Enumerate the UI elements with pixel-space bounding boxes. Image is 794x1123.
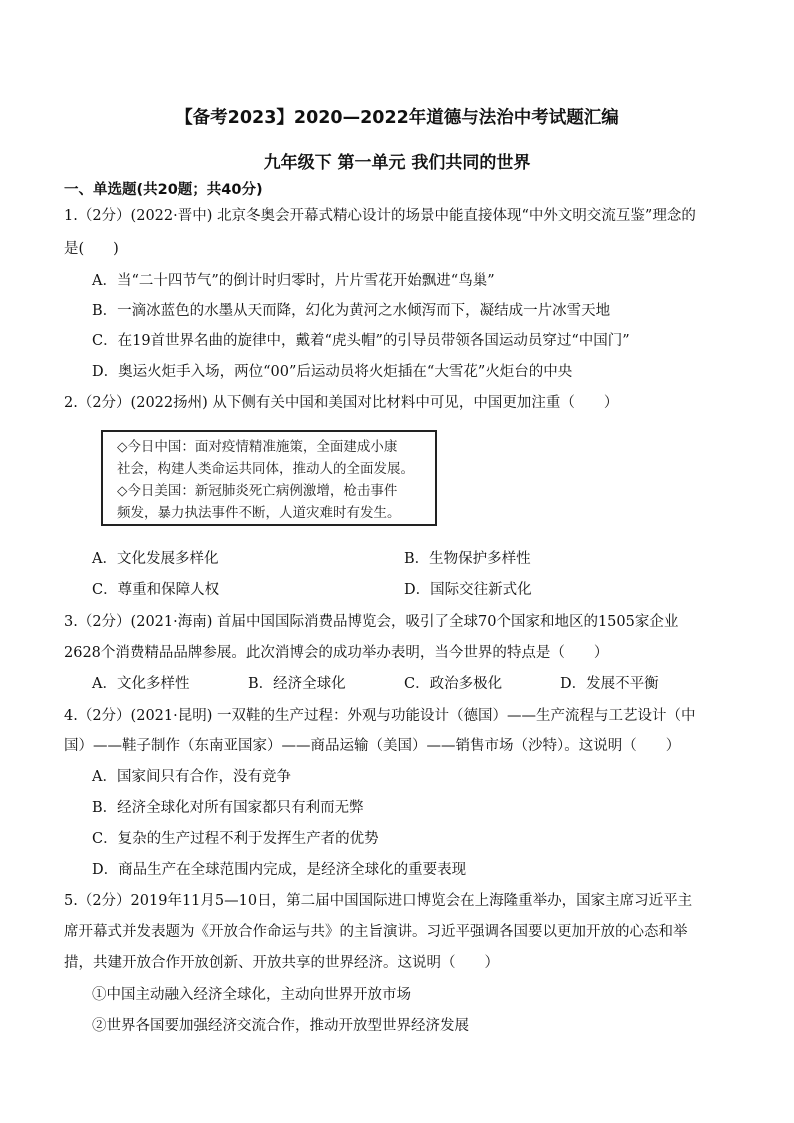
material-line-2: 社会，构建人类命运共同体，推动人的全面发展。 (117, 461, 414, 477)
question-2-option-c: C．尊重和保障人权 (92, 582, 220, 598)
question-1-stem-line-2: 是( ) (64, 241, 119, 257)
question-3-option-c: C．政治多极化 (404, 676, 503, 692)
question-5-stem-line-1: 5.（2分）2019年11月5—10日，第二届中国国际进口博览会在上海隆重举办，国家主席习近平主 (64, 893, 693, 909)
question-3-option-b: B．经济全球化 (248, 676, 346, 692)
document-title: 【备考2023】2020—2022年道德与法治中考试题汇编 (175, 108, 619, 128)
document-subtitle: 九年级下 第一单元 我们共同的世界 (263, 153, 531, 173)
question-4-option-d: D．商品生产在全球范围内完成，是经济全球化的重要表现 (92, 862, 467, 878)
material-line-4: 频发，暴力执法事件不断，人道灾难时有发生。 (117, 505, 401, 521)
question-1-option-c: C．在19首世界名曲的旋律中，戴着“虎头帽”的引导员带领各国运动员穿过“中国门” (92, 333, 630, 349)
question-2-stem-line-1: 2.（2分）(2022扬州) 从下侧有关中国和美国对比材料中可见，中国更加注重（ ） (64, 395, 619, 411)
question-5-option-1: ①中国主动融入经济全球化，主动向世界开放市场 (92, 987, 411, 1003)
question-4-option-a: A．国家间只有合作，没有竞争 (92, 769, 291, 785)
question-3-option-d: D．发展不平衡 (560, 676, 659, 692)
question-5-stem-line-3: 措，共建开放合作开放创新、开放共享的世界经济。这说明（ ） (64, 955, 499, 971)
question-1-option-d: D．奥运火炬手入场，两位“00”后运动员将火炬插在“大雪花”火炬台的中央 (92, 364, 573, 380)
question-1-option-b: B．一滴冰蓝色的水墨从天而降，幻化为黄河之水倾泻而下，凝结成一片冰雪天地 (92, 303, 611, 319)
question-1-option-a: A．当“二十四节气”的倒计时归零时，片片雪花开始飘进“鸟巢” (92, 273, 495, 289)
material-line-3: ◇今日美国：新冠肺炎死亡病例激增，枪击事件 (117, 483, 398, 499)
question-2-option-a: A．文化发展多样化 (92, 551, 219, 567)
question-4-stem-line-2: 国）——鞋子制作（东南亚国家）——商品运输（美国）——销售市场（沙特）。这说明（ ） (64, 738, 681, 754)
question-4-option-c: C．复杂的生产过程不利于发挥生产者的优势 (92, 831, 379, 847)
section-heading: 一、单选题(共20题；共40分) (64, 182, 263, 198)
material-box (101, 430, 437, 526)
question-3-stem-line-2: 2628个消费精品品牌参展。此次消博会的成功举办表明，当今世界的特点是（ ） (64, 645, 609, 661)
question-3-stem-line-1: 3.（2分）(2021·海南) 首届中国国际消费品博览会，吸引了全球70个国家和地区的1505家企业 (64, 614, 679, 630)
question-1-stem-line-1: 1.（2分）(2022·晋中) 北京冬奥会开幕式精心设计的场景中能直接体现“中外文明交流互鉴”理念的 (64, 208, 696, 224)
question-4-option-b: B．经济全球化对所有国家都只有利而无弊 (92, 800, 364, 816)
question-5-stem-line-2: 席开幕式并发表题为《开放合作命运与共》的主旨演讲。习近平强调各国要以更加开放的心态和举 (64, 924, 688, 940)
question-2-option-d: D．国际交往新式化 (404, 582, 532, 598)
question-2-option-b: B．生物保护多样性 (404, 551, 531, 567)
question-3-option-a: A．文化多样性 (92, 676, 190, 692)
question-4-stem-line-1: 4.（2分）(2021·昆明) 一双鞋的生产过程：外观与功能设计（德国）——生产流程与工艺设计（中 (64, 708, 696, 724)
question-5-option-2: ②世界各国要加强经济交流合作，推动开放型世界经济发展 (92, 1018, 469, 1034)
material-line-1: ◇今日中国：面对疫情精准施策，全面建成小康 (117, 439, 398, 455)
